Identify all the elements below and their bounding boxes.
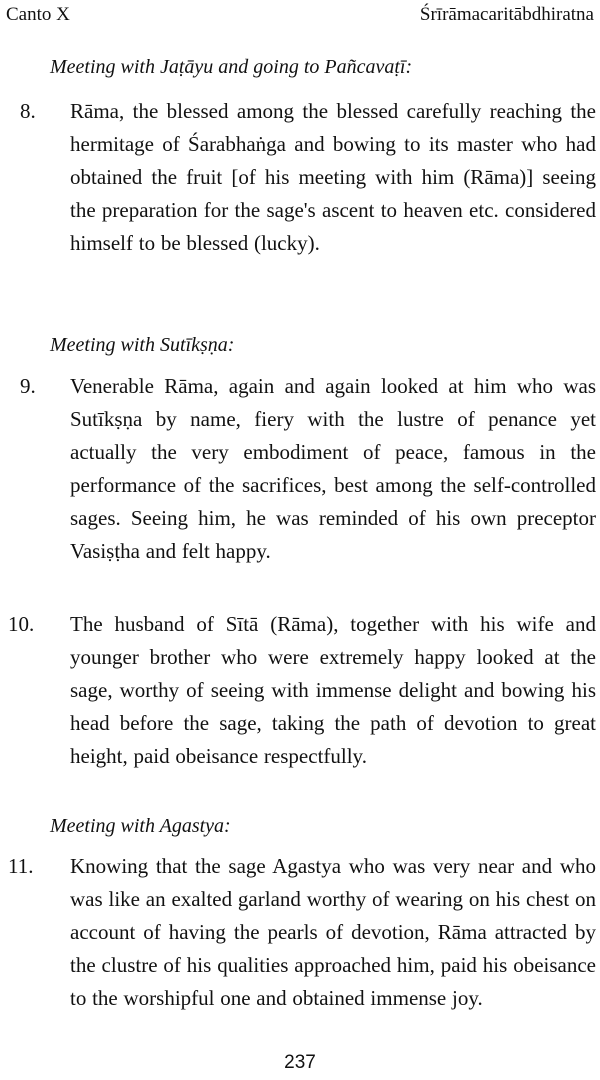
running-header bbox=[0, 4, 600, 34]
verse-text: The husband of Sītā (Rāma), together with his wife and younger brother who were extremely happy looked at the sage, worthy of seeing with immense delight and bowing his head before the sage, taking the path of devotion to great height, paid obeisance respectfully. bbox=[70, 612, 596, 768]
verse-number: 9. bbox=[20, 374, 36, 398]
canto-label: Canto X bbox=[6, 4, 70, 25]
section-heading-sutiksna: Meeting with Sutīkṣṇa: bbox=[50, 334, 235, 356]
page-number: 237 bbox=[284, 1052, 316, 1073]
verse-number: 11. bbox=[8, 854, 34, 878]
verse-text: Knowing that the sage Agastya who was very near and who was like an exalted garland worthy of wearing on his chest on account of having the pearls of devotion, Rāma attracted by the clustre of his qualities approached him, paid his obeisance to the worshipful one and obtained immense joy. bbox=[70, 854, 596, 1010]
verse-number: 8. bbox=[20, 99, 36, 123]
verse-text: Rāma, the blessed among the blessed carefully reaching the hermitage of Śarabhaṅga and bowing to its master who had obtained the fruit [of his meeting with him (Rāma)] seeing the preparation for the sage's ascent to heaven etc. considered himself to be blessed (lucky). bbox=[70, 99, 596, 255]
section-heading-agastya: Meeting with Agastya: bbox=[50, 815, 231, 837]
verse-number: 10. bbox=[8, 612, 35, 636]
book-title: Śrīrāmacaritābdhiratna bbox=[419, 4, 594, 25]
verse-text: Venerable Rāma, again and again looked at him who was Sutīkṣṇa by name, fiery with the lustre of penance yet actually the very embodiment of peace, famous in the performance of the sacrifices, best among the self-controlled sages. Seeing him, he was reminded of his own preceptor Vasiṣṭha and felt happy. bbox=[70, 374, 596, 563]
section-heading-jatayu: Meeting with Jaṭāyu and going to Pañcavaṭī: bbox=[50, 56, 413, 78]
